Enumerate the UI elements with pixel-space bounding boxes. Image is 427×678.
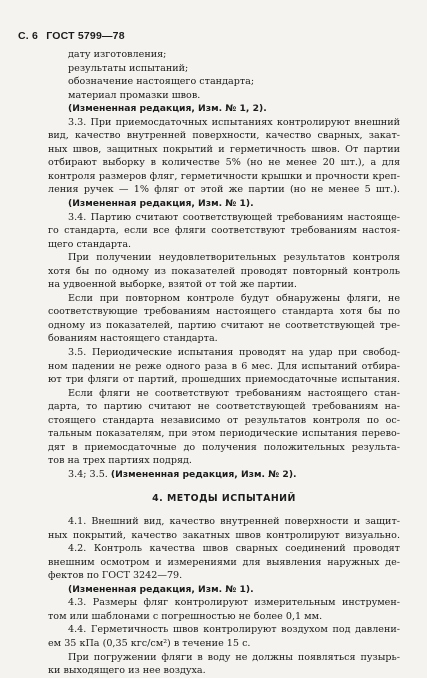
- text-line: ных швов, защитных покрытий и герметичность швов. От партии: [48, 143, 400, 155]
- text-line: 4.1. Внешний вид, качество внутренней поверхности и защит-: [68, 516, 400, 528]
- text-line: При получении неудовлетворительных результатов контроля: [68, 252, 400, 264]
- amendment-text: (Измененная редакция, Изм. № 2).: [110, 468, 297, 480]
- text-line: внешним осмотром и измерениями для выявления наружных де-: [48, 556, 400, 568]
- text-line: фектов по ГОСТ 3242—79.: [48, 570, 183, 582]
- amendment-note: [48, 468, 400, 482]
- page-number: С. 6: [18, 30, 39, 42]
- clause-ref: 3.4; 3.5.: [68, 468, 111, 480]
- text-line: на удвоенной выборке, взятой от той же партии.: [48, 279, 297, 291]
- text-line: тов на трех партиях подряд.: [48, 455, 192, 467]
- text-line: тальным показателям, при этом периодические испытания перево-: [48, 428, 400, 440]
- page-header: [18, 30, 130, 42]
- text-line: ления ручек — 1% фляг от этой же партии (но не менее 5 шт.).: [48, 184, 400, 196]
- text-line: 3.5. Периодические испытания проводят на удар при свобод-: [68, 347, 400, 359]
- text-line: ки выходящего из нее воздуха.: [48, 665, 206, 677]
- text-line: соответствующие требованиям настоящего стандарта хотя бы по: [48, 306, 400, 318]
- text-line: 4.2. Контроль качества швов сварных соединений проводят: [68, 543, 400, 555]
- text-line: стоящего стандарта независимо от результатов контроля по ос-: [48, 414, 400, 426]
- text-line: Если при повторном контроле будут обнаружены фляги, не: [68, 292, 400, 304]
- text-line: обозначение настоящего стандарта;: [68, 76, 255, 88]
- amendment-note: (Измененная редакция, Изм. № 1, 2).: [68, 103, 267, 115]
- text-line: бованиям настоящего стандарта.: [48, 333, 218, 345]
- text-line: 3.4. Партию считают соответствующей требованиям настояще-: [68, 211, 400, 223]
- standard-code: ГОСТ 5799—78: [46, 30, 125, 42]
- text-line: том или шаблонами с погрешностью не более 0,1 мм.: [48, 610, 323, 622]
- text-line: материал промазки швов.: [68, 89, 201, 101]
- text-line: одному из показателей, партию считают не соответствующей тре-: [48, 319, 400, 331]
- text-line: 4.3. Размеры фляг контролируют измерительным инструмен-: [68, 597, 400, 609]
- text-line: го стандарта, если все фляги соответствуют требованиям настоя-: [48, 225, 400, 237]
- text-line: При погружении фляги в воду не должны появляться пузырь-: [68, 651, 400, 663]
- spacer: [48, 505, 400, 515]
- text-line: дарта, то партию считают не соответствующей требованиям на-: [48, 401, 400, 413]
- text-line: хотя бы по одному из показателей проводят повторный контроль: [48, 265, 400, 277]
- text-line: щего стандарта.: [48, 238, 132, 250]
- text-line: дату изготовления;: [68, 49, 167, 60]
- section-title: 4. МЕТОДЫ ИСПЫТАНИЙ: [152, 492, 296, 504]
- text-line: 3.3. При приемосдаточных испытаниях контролируют внешний: [68, 116, 400, 128]
- spacer: [48, 482, 400, 492]
- text-line: Если фляги не соответствуют требованиям настоящего стан-: [68, 387, 400, 399]
- text-line: вид, качество внутренней поверхности, качество сварных, закат-: [48, 130, 400, 142]
- text-line: ют три фляги от партий, прошедших приемосдаточные испытания.: [48, 374, 400, 386]
- text-line: ных покрытий, качество закатных швов контролируют визуально.: [48, 529, 400, 541]
- text-line: результаты испытаний;: [68, 62, 189, 74]
- amendment-note: (Измененная редакция, Изм. № 1).: [68, 583, 254, 595]
- text-line: ем 35 кПа (0,35 кгс/см²) в течение 15 с.: [48, 637, 251, 649]
- text-line: 4.4. Герметичность швов контролируют воздухом под давлени-: [68, 624, 400, 636]
- text-line: контроля размеров фляг, герметичности крышки и прочности креп-: [48, 170, 400, 182]
- body-text: [48, 48, 400, 678]
- text-line: ном падении не реже одного раза в 6 мес. Для испытаний отбира-: [48, 360, 400, 372]
- amendment-note: (Измененная редакция, Изм. № 1).: [68, 198, 254, 210]
- text-line: дят в приемосдаточные до получения положительных результа-: [48, 441, 400, 453]
- text-line: отбирают выборку в количестве 5% (но не менее 20 шт.), а для: [48, 157, 400, 169]
